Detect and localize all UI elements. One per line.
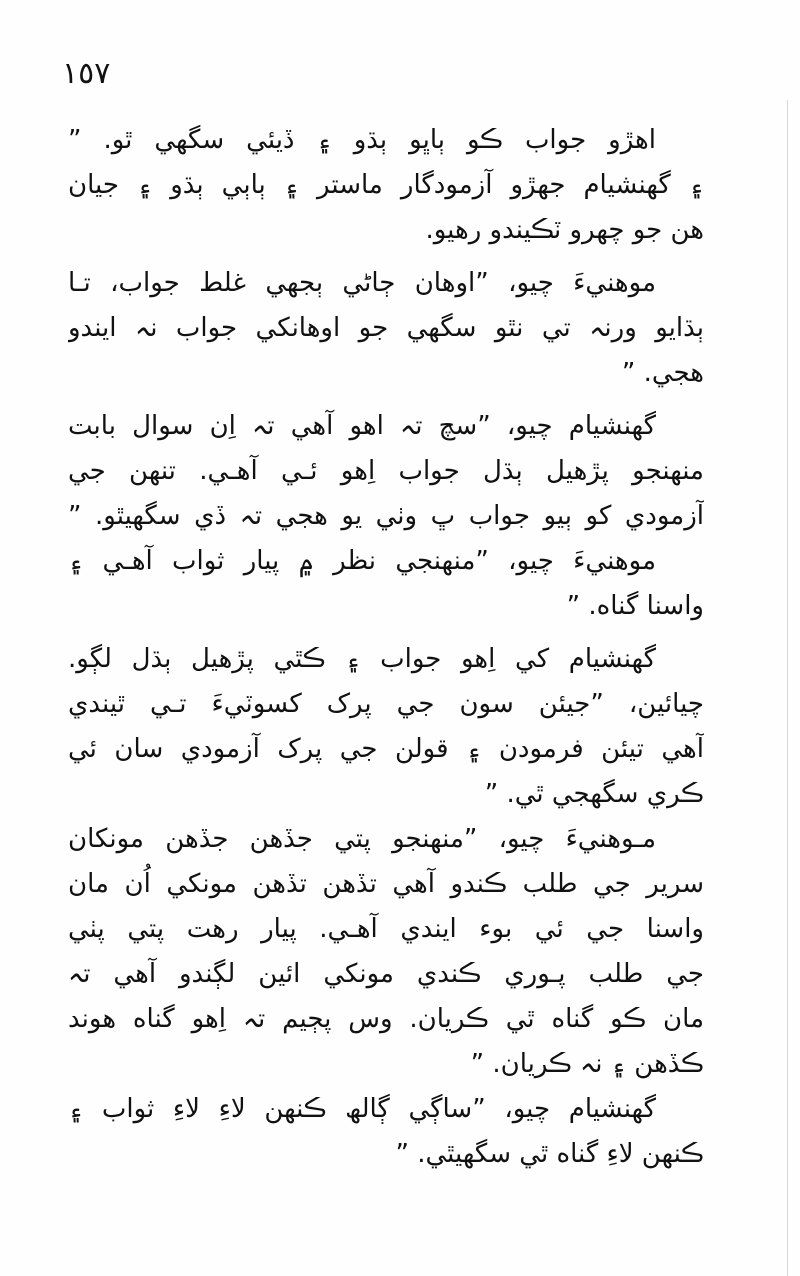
text-line: ڪنھن لاءِ گناه ٿي سگھيٿي. ”	[395, 1139, 704, 1169]
text-line: اھڙو جواب ڪو ٻاڀو ٻڌو ۽ ڏيئي سگھي ٿو. ”	[68, 125, 656, 155]
page-number: ١٥٧	[62, 56, 111, 91]
text-line: واسنا جي ئي بوء ايندي آھـي. پيار رھت پتي پٺي	[68, 914, 704, 944]
text-line: ھجي. ”	[621, 358, 704, 388]
text-line: مان ڪو گناه ٿي ڪريان. وس پڄيم تہ اِھو گناه ھوند	[68, 1004, 704, 1034]
text-line: جي طلب پـوري ڪندي مونکي ائين لڳندو آھي تہ	[68, 959, 704, 989]
text-line: ڪري سگھجي ٿي. ”	[484, 779, 704, 809]
text-line: آھي تيئن فرمودن ۽ قولن جي پرک آزمودي سان ئي	[68, 734, 704, 764]
text-line: گھنشيام چيو، ”ساڳي ڳالھ ڪنھن لاءِ لاءِ ثواب ۽	[68, 1094, 656, 1124]
text-line: ۽ گھنشيام جھڙو آزمودگار ماستر ۽ ٻاٻي ٻڌو ۽ جيان	[68, 170, 704, 200]
text-line: ھن جو چھرو ٽڪيندو رھيو.	[425, 215, 704, 245]
text-line: ڪڏھن ۽ نہ ڪريان. ”	[470, 1049, 704, 1079]
text-line: آزمودي کو ٻيو جواب ڀ وٺي يو ھجي تہ ڏي سگھيٿو. ”	[68, 501, 704, 531]
text-line: مـوھنيءَ چيو، ”منھنجو پتي جڏھن جڏھن مونکان	[68, 824, 656, 854]
text-line: چيائين، ”جيئن سون جي پرک کسوٽيءَ تـي ٿيندي	[68, 689, 704, 719]
body-text	[68, 118, 704, 1177]
text-line: منھنجو پڙھيل ٻڌل جواب اِھو ئـي آھـي. تنھن جي	[68, 456, 704, 486]
text-line: گھنشيام کي اِھو جواب ۽ ڪٿي پڙھيل ٻڌل لڳو.	[68, 644, 656, 674]
text-line: گھنشيام چيو، ”سچ تہ اھو آھي تہ اِن سوال بابت	[68, 411, 656, 441]
page-edge-divider	[787, 100, 788, 1276]
text-line: واسنا گناه. ”	[566, 591, 704, 621]
text-line: موھنيءَ چيو، ”منھنجي نظر ۾ پيار ثواب آھـي ۽	[68, 546, 656, 576]
text-line: موھنيءَ چيو، ”اوھان ڄاڻي ٻجھي غلط جواب، تـا	[68, 268, 656, 298]
text-line: سرير جي طلب ڪندو آھي تڏھن تڏھن مونکي اُن مان	[68, 869, 704, 899]
text-line: ٻڌايو ورنہ تي نٿو سگھي جو اوھانکي جواب نہ ايندو	[68, 313, 704, 343]
